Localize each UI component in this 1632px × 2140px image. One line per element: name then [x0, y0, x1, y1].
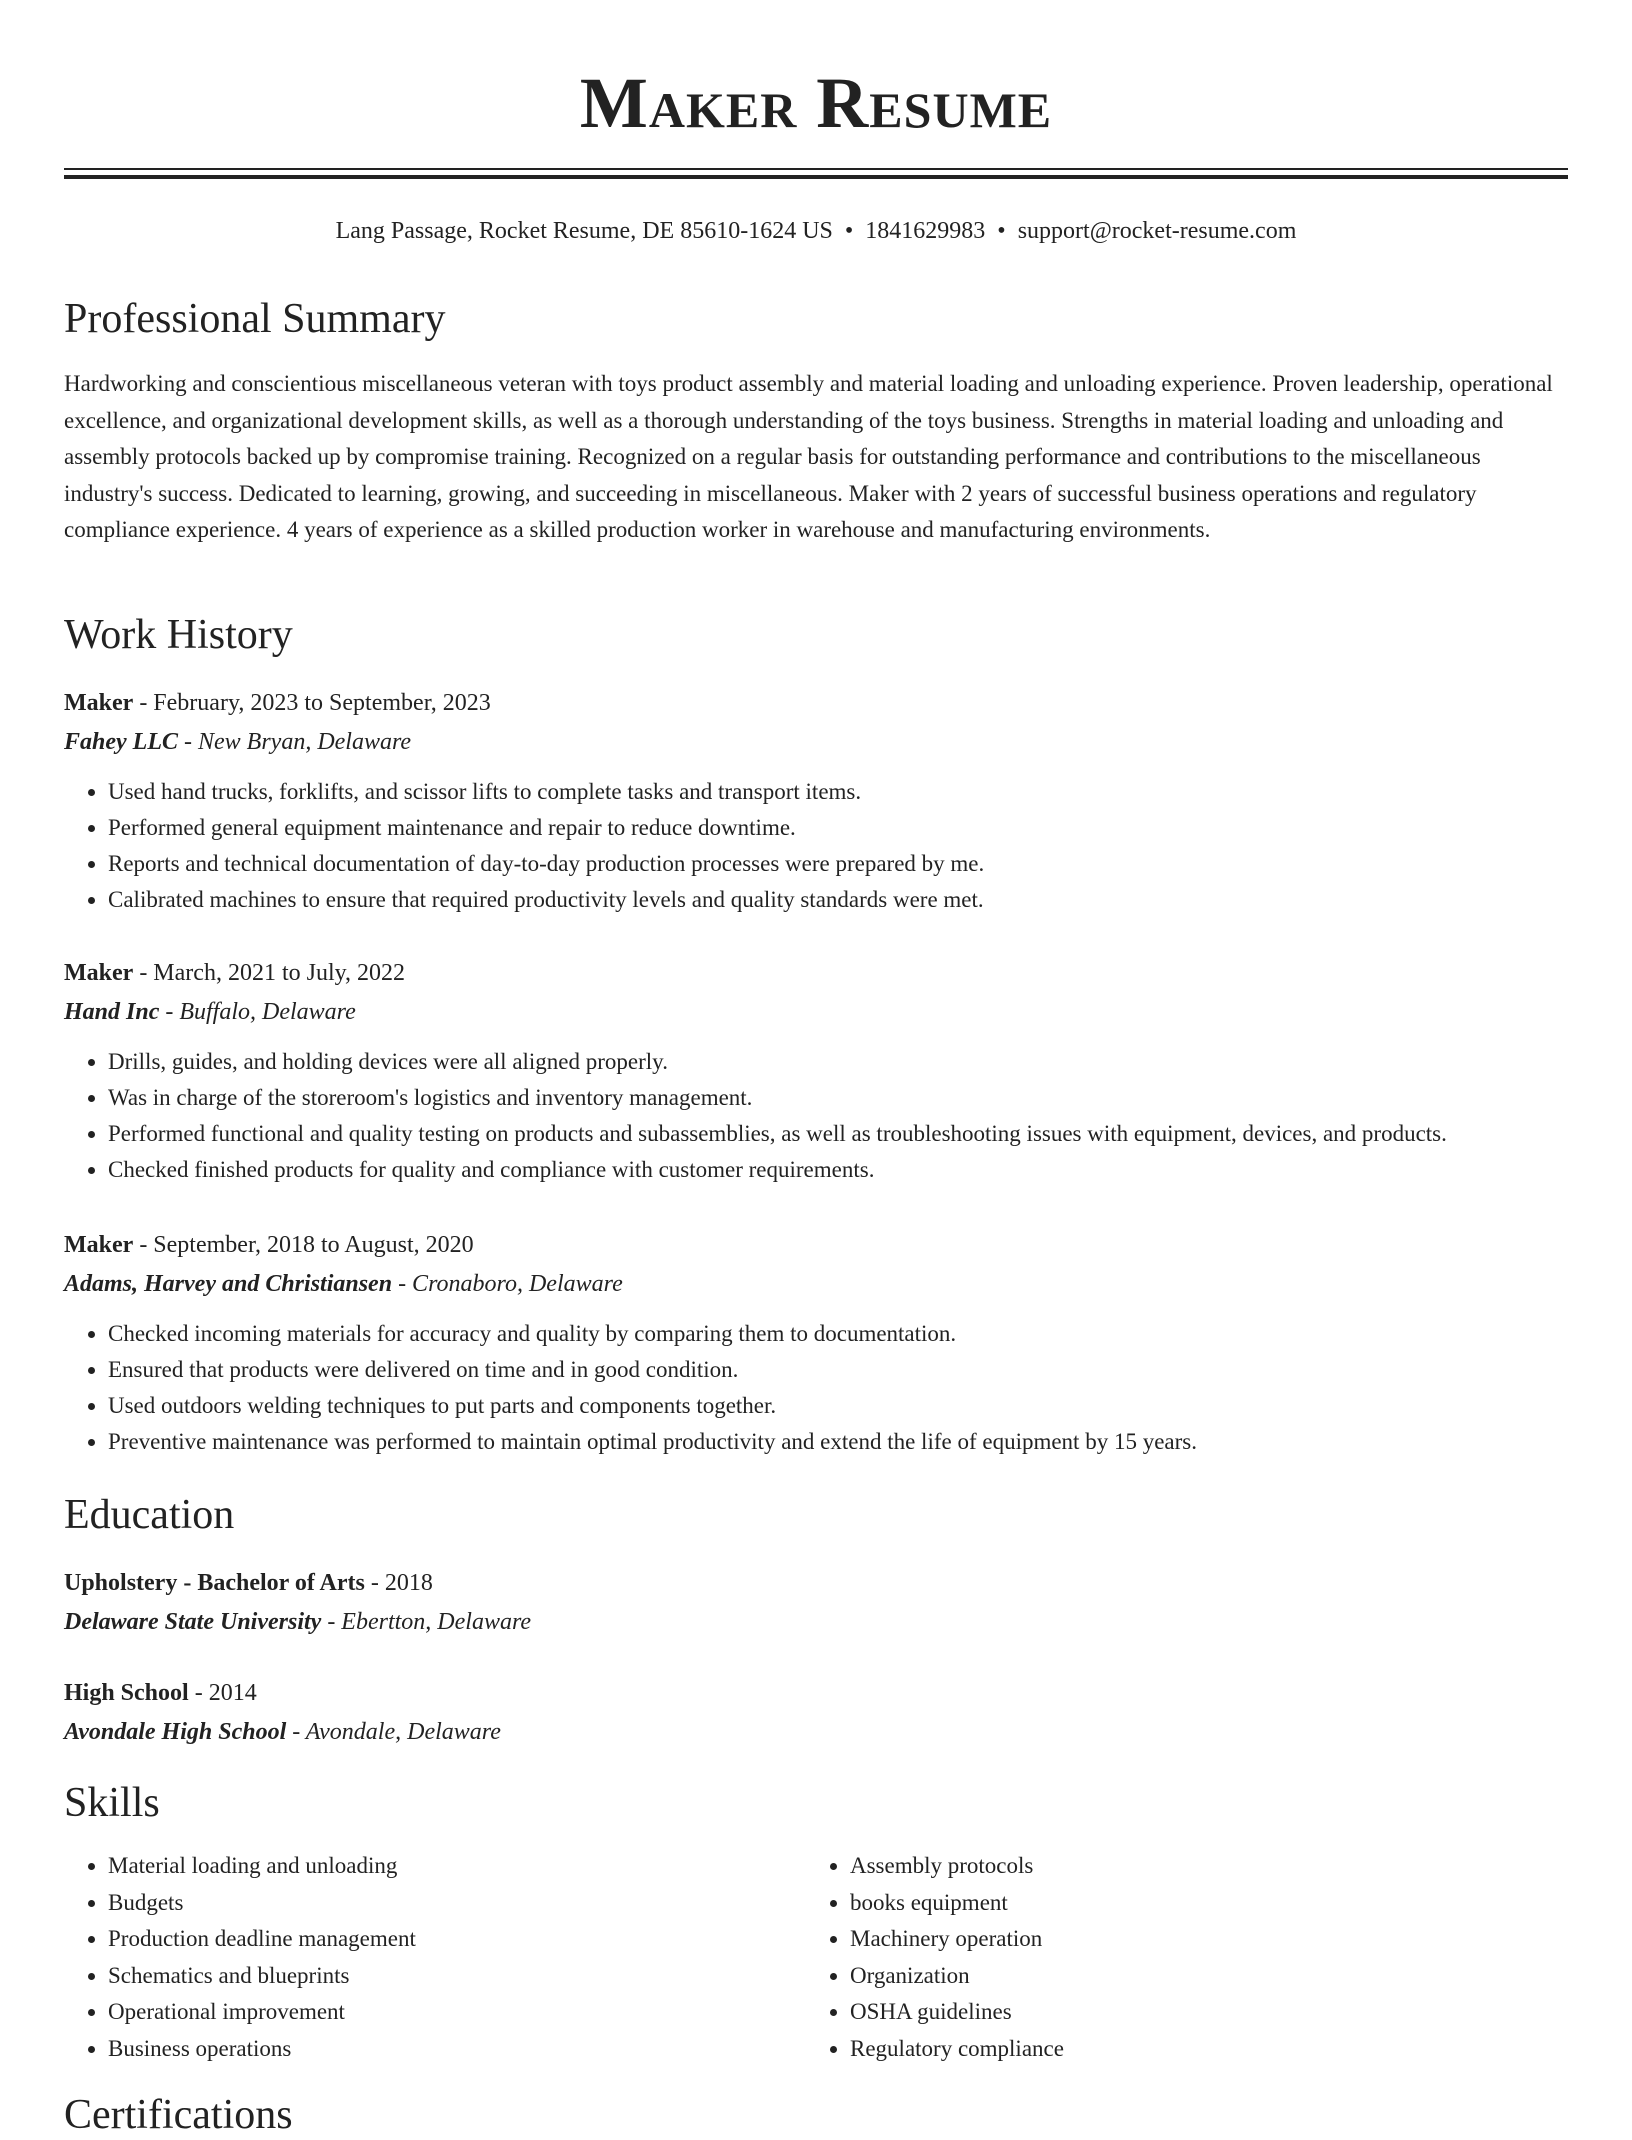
job-location: - Cronaboro, Delaware	[392, 1271, 623, 1297]
skill-item: • Production deadline management	[108, 1921, 416, 1958]
contact-line	[64, 214, 1568, 248]
job-dates: - February, 2023 to September, 2023	[133, 690, 491, 716]
job-company-line	[64, 722, 1568, 762]
job-entry	[64, 1226, 1568, 1460]
education-school-line	[64, 1602, 1568, 1642]
job-bullet: • Ensured that products were delivered on time and in good condition.	[108, 1352, 1568, 1388]
header-rule-thick	[64, 175, 1568, 179]
job-company: Adams, Harvey and Christiansen	[64, 1271, 393, 1297]
skill-item: • Schematics and blueprints	[108, 1958, 416, 1995]
job-entry	[64, 954, 1568, 1188]
education-year: - 2018	[364, 1570, 433, 1596]
job-bullet: • Performed general equipment maintenance and repair to reduce downtime.	[108, 810, 1568, 846]
education-degree: Upholstery - Bachelor of Arts	[64, 1570, 365, 1596]
job-title-line	[64, 954, 1568, 992]
job-bullet: • Preventive maintenance was performed to maintain optimal productivity and extend the life of equipment by 15 years.	[108, 1424, 1568, 1460]
header-rule-thin	[64, 168, 1568, 170]
section-title-certifications: Certifications	[64, 2092, 293, 2138]
section-title-education: Education	[64, 1492, 235, 1538]
job-title-line	[64, 1226, 1568, 1264]
contact-separator: •	[997, 218, 1006, 244]
education-entry	[64, 1674, 1568, 1752]
contact-phone: 1841629983	[865, 218, 986, 244]
job-location: - New Bryan, Delaware	[178, 729, 412, 755]
section-title-work-history: Work History	[64, 612, 293, 658]
education-school-line	[64, 1712, 1568, 1752]
education-degree-line	[64, 1564, 1568, 1602]
skill-item: • Organization	[850, 1958, 1064, 1995]
job-bullet: • Checked finished products for quality and compliance with customer requirements.	[108, 1152, 1568, 1188]
contact-separator: •	[844, 218, 854, 244]
job-bullet: • Reports and technical documentation of day-to-day production processes were prepared by me.	[108, 846, 1568, 882]
resume-page	[64, 0, 1568, 2138]
job-bullet: • Drills, guides, and holding devices were all aligned properly.	[108, 1044, 1568, 1080]
job-dates: - March, 2021 to July, 2022	[133, 960, 406, 986]
skills-list-right	[806, 1848, 1064, 2067]
job-title: Maker	[64, 960, 134, 986]
skill-item: • Regulatory compliance	[850, 2031, 1064, 2068]
education-entry	[64, 1564, 1568, 1642]
job-bullet: • Used hand trucks, forklifts, and scissor lifts to complete tasks and transport items.	[108, 774, 1568, 810]
job-bullets	[64, 1044, 1568, 1188]
summary-text: Hardworking and conscientious miscellaneous veteran with toys product assembly and material loading and unloading experience. Proven leadership, operational excellence, and organizational development skills, as well as a thorough understanding of the toys business. Strengths in material loading and unloading and assembly protocols backed up by compromise training. Recognized on a regular basis for outstanding performance and contributions to the miscellaneous industry's success. Dedicated to learning, growing, and succeeding in miscellaneous. Maker with 2 years of successful business operations and regulatory compliance experience. 4 years of experience as a skilled production worker in warehouse and manufacturing environments.	[64, 371, 1553, 542]
skills-list-left	[64, 1848, 416, 2067]
skill-item: • Business operations	[108, 2031, 416, 2068]
job-company-line	[64, 1264, 1568, 1304]
job-location: - Buffalo, Delaware	[159, 999, 356, 1025]
skill-item: • OSHA guidelines	[850, 1994, 1064, 2031]
job-entry	[64, 684, 1568, 918]
education-school: Delaware State University	[64, 1609, 322, 1635]
skill-item: • books equipment	[850, 1885, 1064, 1922]
education-year: - 2014	[188, 1680, 257, 1706]
contact-address: Lang Passage, Rocket Resume, DE 85610-1624 US	[335, 218, 833, 244]
skill-item: • Machinery operation	[850, 1921, 1064, 1958]
job-bullet: • Calibrated machines to ensure that required productivity levels and quality standards were met.	[108, 882, 1568, 918]
resume-name: Maker Resume	[579, 63, 1053, 143]
skill-item: • Material loading and unloading	[108, 1848, 416, 1885]
job-bullets	[64, 774, 1568, 918]
job-bullet: • Checked incoming materials for accuracy and quality by comparing them to documentation.	[108, 1316, 1568, 1352]
job-dates: - September, 2018 to August, 2020	[133, 1232, 474, 1258]
job-company-line	[64, 992, 1568, 1032]
education-location: - Ebertton, Delaware	[321, 1609, 532, 1635]
job-bullet: • Was in charge of the storeroom's logistics and inventory management.	[108, 1080, 1568, 1116]
job-title-line	[64, 684, 1568, 722]
education-degree: High School	[64, 1680, 189, 1706]
job-title: Maker	[64, 1232, 134, 1258]
education-school: Avondale High School	[64, 1719, 287, 1745]
skill-item: • Budgets	[108, 1885, 416, 1922]
education-degree-line	[64, 1674, 1568, 1712]
section-title-summary: Professional Summary	[64, 296, 446, 342]
job-bullets	[64, 1316, 1568, 1460]
job-company: Hand Inc	[64, 999, 160, 1025]
skill-item: • Assembly protocols	[850, 1848, 1064, 1885]
education-location: - Avondale, Delaware	[286, 1719, 501, 1745]
job-title: Maker	[64, 690, 134, 716]
contact-email: support@rocket-resume.com	[1017, 218, 1297, 244]
job-bullet: • Performed functional and quality testing on products and subassemblies, as well as troubleshooting issues with equipment, devices, and products.	[108, 1116, 1568, 1152]
job-company: Fahey LLC	[64, 729, 178, 755]
job-bullet: • Used outdoors welding techniques to put parts and components together.	[108, 1388, 1568, 1424]
section-title-skills: Skills	[64, 1780, 160, 1826]
skill-item: • Operational improvement	[108, 1994, 416, 2031]
